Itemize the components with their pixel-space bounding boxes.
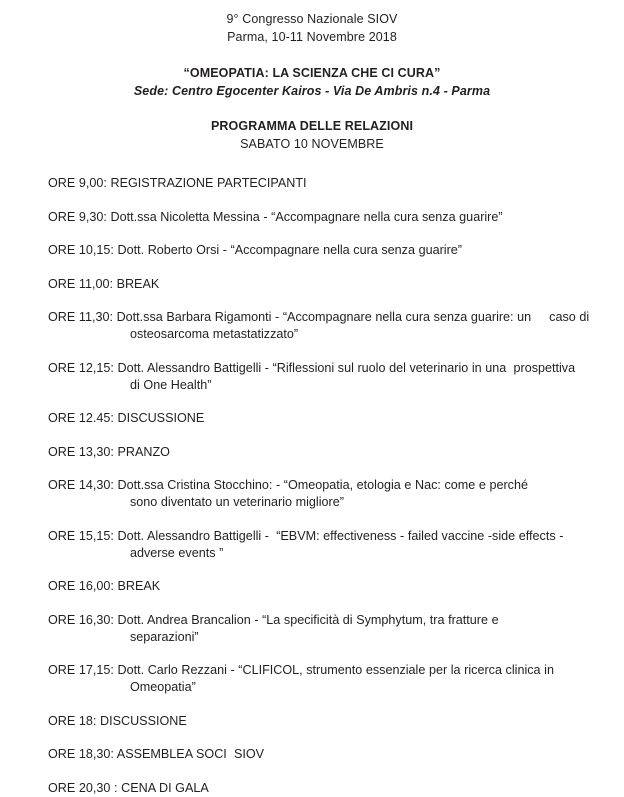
program-entry-line: ORE 10,15: Dott. Roberto Orsi - “Accompagnare nella cura senza guarire” <box>48 243 462 257</box>
program-entry <box>48 713 614 730</box>
program-entry-line: ORE 18: DISCUSSIONE <box>48 713 187 728</box>
program-entry <box>48 410 614 427</box>
program-entry <box>48 477 614 511</box>
program-entry <box>48 528 614 562</box>
program-entry-line: ORE 15,15: Dott. Alessandro Battigelli - “EBVM: effectiveness - failed vaccine -side effects - <box>48 528 564 543</box>
program-entry-continuation: di One Health” <box>130 377 212 392</box>
program-entry-line: ORE 12,15: Dott. Alessandro Battigelli - “Riflessioni sul ruolo del veterinario in una prospettiva <box>48 360 576 375</box>
header-spacer-2 <box>0 100 624 117</box>
program-entry-line: ORE 9,30: Dott.ssa Nicoletta Messina - “Accompagnare nella cura senza guarire” <box>48 209 503 224</box>
program-entry-line: ORE 16,00: BREAK <box>48 579 161 593</box>
program-entry <box>48 780 614 797</box>
day-heading: SABATO 10 NOVEMBRE <box>240 137 384 151</box>
program-entry <box>48 444 614 461</box>
program-entry <box>48 276 614 293</box>
program-entry-continuation: Omeopatia” <box>130 680 196 694</box>
program-entry <box>48 612 614 646</box>
header-spacer-1 <box>0 46 624 64</box>
program-entry <box>48 175 614 192</box>
program-list <box>0 175 624 797</box>
theme-title: “OMEOPATIA: LA SCIENZA CHE CI CURA” <box>183 66 441 80</box>
program-entry-line: ORE 18,30: ASSEMBLEA SOCI SIOV <box>48 747 265 761</box>
program-entry-line: ORE 14,30: Dott.ssa Cristina Stocchino: - “Omeopatia, etologia e Nac: come e perché <box>48 478 528 492</box>
program-entry <box>48 242 614 259</box>
document-header <box>0 0 624 153</box>
program-entry-line: ORE 20,30 : CENA DI GALA <box>48 780 209 795</box>
program-entry-line: ORE 12.45: DISCUSSIONE <box>48 411 205 425</box>
program-entry-continuation: adverse events ” <box>130 545 224 560</box>
program-entry-line: ORE 16,30: Dott. Andrea Brancalion - “La specificità di Symphytum, tra fratture e <box>48 612 499 627</box>
program-entry-line: ORE 17,15: Dott. Carlo Rezzani - “CLIFICOL, strumento essenziale per la ricerca clinica in <box>48 663 554 677</box>
program-entry <box>48 309 614 343</box>
congress-place-date: Parma, 10-11 Novembre 2018 <box>227 30 397 44</box>
venue-line: Sede: Centro Egocenter Kairos - Via De Ambris n.4 - Parma <box>133 84 491 98</box>
program-entry <box>48 578 614 595</box>
program-entry-continuation: osteosarcoma metastatizzato” <box>130 327 299 341</box>
program-entry <box>48 209 614 226</box>
program-heading: PROGRAMMA DELLE RELAZIONI <box>210 119 414 133</box>
program-entry-continuation: sono diventato un veterinario migliore” <box>130 495 344 509</box>
program-entry-line: ORE 13,30: PRANZO <box>48 444 170 459</box>
program-entry <box>48 360 614 394</box>
program-entry-line: ORE 11,00: BREAK <box>48 276 160 291</box>
program-entry-line: ORE 9,00: REGISTRAZIONE PARTECIPANTI <box>48 176 307 190</box>
program-entry <box>48 662 614 696</box>
program-entry-continuation: separazioni” <box>130 629 199 644</box>
program-entry <box>48 746 614 763</box>
congress-title: 9° Congresso Nazionale SIOV <box>226 12 398 26</box>
program-entry-line: ORE 11,30: Dott.ssa Barbara Rigamonti - “Accompagnare nella cura senza guarire: un caso di <box>48 310 590 324</box>
